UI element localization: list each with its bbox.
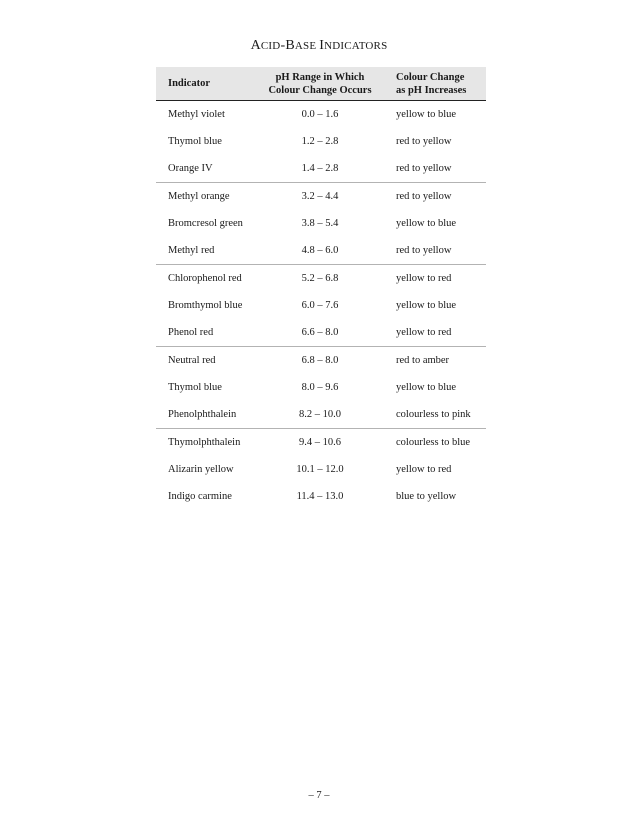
indicator-name: Phenolphthalein: [168, 409, 237, 420]
colour-change: red to yellow: [396, 191, 452, 202]
table-row: [156, 374, 486, 401]
page-number: – 7 –: [308, 790, 330, 801]
table-row: [156, 210, 486, 237]
colour-change: red to yellow: [396, 245, 452, 256]
row-group: [156, 265, 486, 347]
ph-range: 1.4 – 2.8: [301, 163, 339, 174]
ph-range: 8.0 – 9.6: [301, 382, 339, 393]
table-row: [156, 429, 486, 456]
table-row: [156, 401, 486, 428]
indicator-name: Thymol blue: [168, 136, 222, 147]
indicator-name: Methyl violet: [168, 109, 225, 120]
indicator-name: Methyl orange: [168, 191, 230, 202]
table-row: [156, 456, 486, 483]
colour-change: yellow to red: [396, 327, 452, 338]
table-row: [156, 292, 486, 319]
table-header: [156, 67, 486, 101]
table-body: [156, 101, 486, 510]
indicator-name: Orange IV: [168, 163, 213, 174]
ph-range: 6.8 – 8.0: [301, 355, 339, 366]
colour-change: yellow to red: [396, 273, 452, 284]
row-group: [156, 347, 486, 429]
ph-range: 6.6 – 8.0: [301, 327, 339, 338]
colour-change: red to yellow: [396, 163, 452, 174]
header-indicator: Indicator: [168, 78, 210, 89]
indicator-name: Indigo carmine: [168, 491, 232, 502]
indicator-name: Methyl red: [168, 245, 215, 256]
colour-change: yellow to blue: [396, 109, 457, 120]
indicator-name: Bromcresol green: [168, 218, 243, 229]
table-row: [156, 483, 486, 510]
table-row: [156, 101, 486, 128]
ph-range: 4.8 – 6.0: [301, 245, 339, 256]
indicator-name: Alizarin yellow: [168, 464, 234, 475]
colour-change: yellow to blue: [396, 218, 457, 229]
colour-change: colourless to pink: [396, 409, 471, 420]
ph-range: 6.0 – 7.6: [301, 300, 339, 311]
colour-change: yellow to blue: [396, 300, 457, 311]
ph-range: 8.2 – 10.0: [299, 409, 341, 420]
colour-change: red to yellow: [396, 136, 452, 147]
colour-change: red to amber: [396, 355, 450, 366]
indicator-name: Phenol red: [168, 327, 214, 338]
table-row: [156, 319, 486, 346]
colour-change: yellow to blue: [396, 382, 457, 393]
table-row: [156, 183, 486, 210]
ph-range: 5.2 – 6.8: [301, 273, 339, 284]
indicator-table: [156, 67, 486, 510]
table-row: [156, 347, 486, 374]
indicator-name: Chlorophenol red: [168, 273, 242, 284]
table-row: [156, 128, 486, 155]
row-group: [156, 101, 486, 183]
table-row: [156, 265, 486, 292]
ph-range: 3.8 – 5.4: [301, 218, 339, 229]
ph-range: 3.2 – 4.4: [301, 191, 339, 202]
indicator-name: Thymol blue: [168, 382, 222, 393]
colour-change: colourless to blue: [396, 437, 471, 448]
page-title: ACID-BASE INDICATORS: [250, 38, 388, 53]
row-group: [156, 429, 486, 510]
row-group: [156, 183, 486, 265]
indicator-name: Neutral red: [168, 355, 216, 366]
colour-change: blue to yellow: [396, 491, 457, 502]
ph-range: 9.4 – 10.6: [299, 437, 341, 448]
header-colour-change: Colour Change as pH Increases: [396, 72, 467, 96]
header-ph-range: pH Range in Which Colour Change Occurs: [268, 72, 372, 96]
ph-range: 10.1 – 12.0: [296, 464, 344, 475]
indicator-name: Thymolphthalein: [168, 437, 241, 448]
ph-range: 0.0 – 1.6: [301, 109, 339, 120]
colour-change: yellow to red: [396, 464, 452, 475]
ph-range: 1.2 – 2.8: [301, 136, 339, 147]
table-row: [156, 237, 486, 264]
indicator-name: Bromthymol blue: [168, 300, 243, 311]
ph-range: 11.4 – 13.0: [296, 491, 344, 502]
table-row: [156, 155, 486, 182]
